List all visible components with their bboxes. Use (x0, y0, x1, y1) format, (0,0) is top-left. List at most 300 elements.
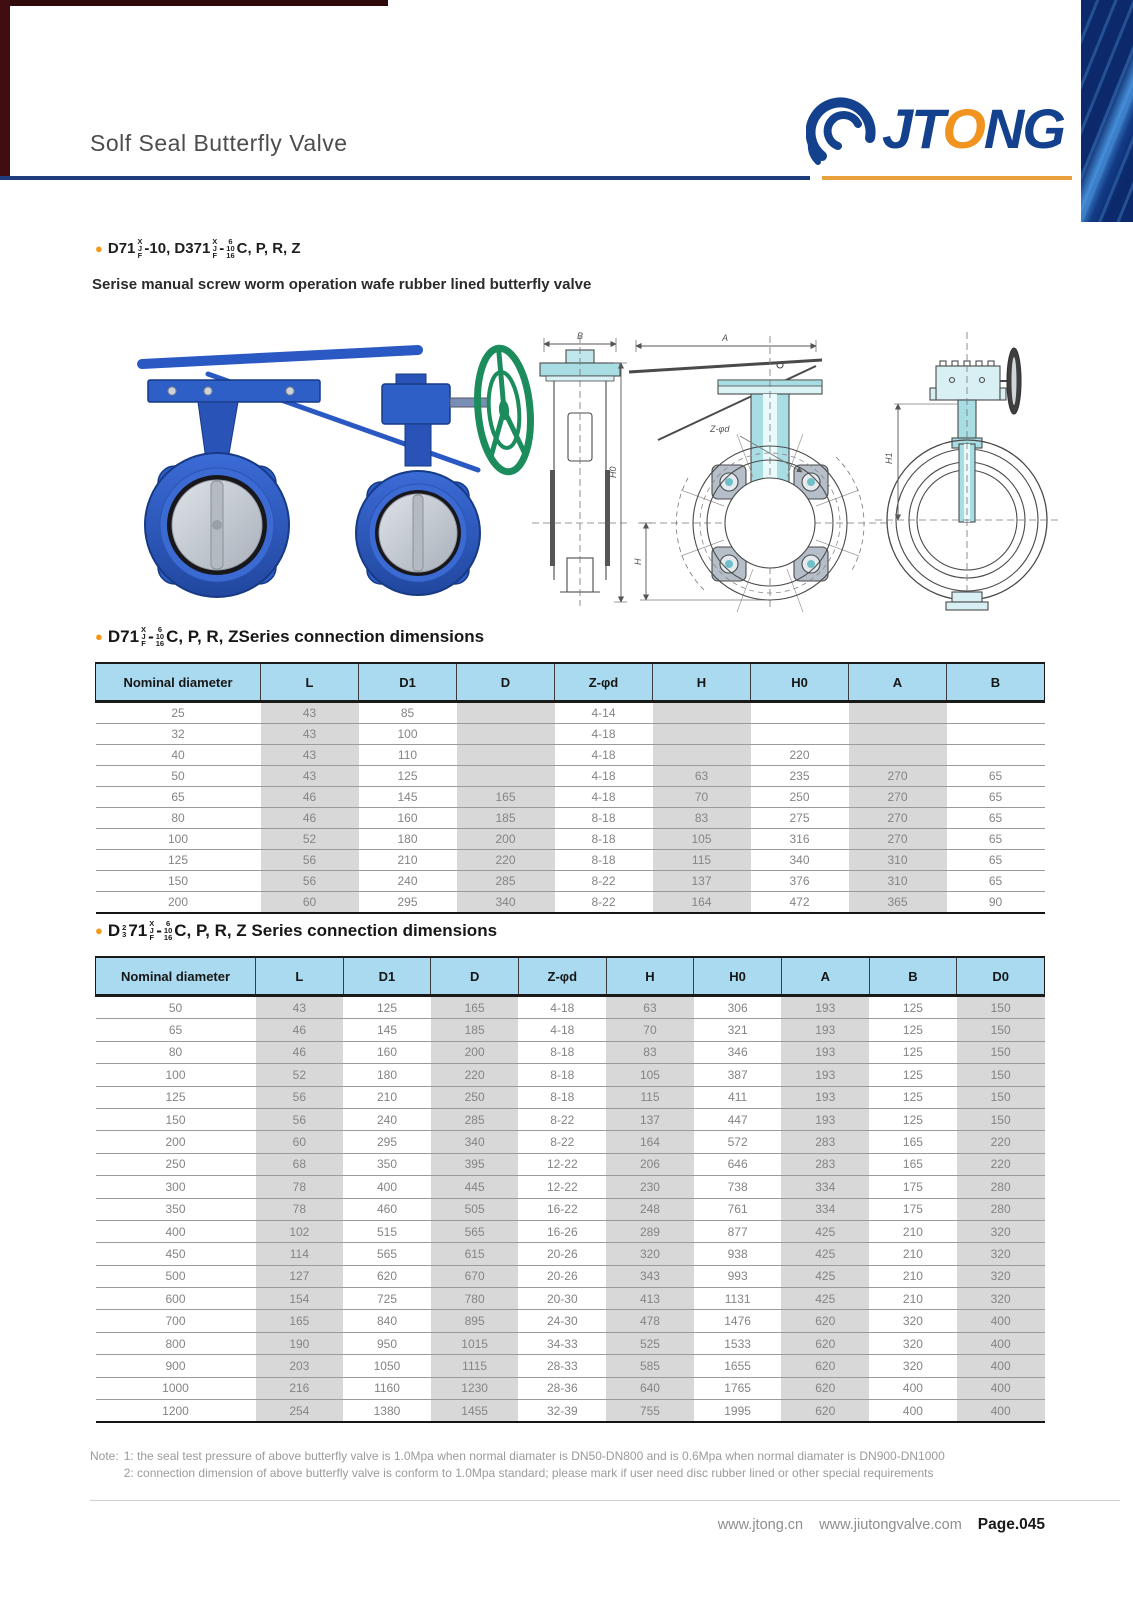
table-cell: 283 (781, 1153, 869, 1175)
table-cell: 400 (957, 1355, 1045, 1377)
table-cell: 150 (957, 1108, 1045, 1130)
table-cell: 125 (869, 1108, 957, 1130)
table-cell: 220 (751, 745, 849, 766)
table-cell: 840 (343, 1310, 431, 1332)
table-cell: 12-22 (518, 1153, 606, 1175)
table-cell: 1455 (431, 1400, 519, 1423)
table-cell: 43 (261, 724, 359, 745)
table-cell: 206 (606, 1153, 694, 1175)
dim-label-h: H (633, 558, 643, 565)
table-cell (751, 702, 849, 724)
table-cell (947, 702, 1045, 724)
table-cell: 340 (751, 850, 849, 871)
table-cell: 230 (606, 1176, 694, 1198)
table-cell: 620 (781, 1332, 869, 1354)
table-cell: 1765 (694, 1377, 782, 1399)
table-cell: 164 (606, 1131, 694, 1153)
table-cell: 877 (694, 1220, 782, 1242)
table-cell: 210 (359, 850, 457, 871)
table-cell: 900 (96, 1355, 256, 1377)
model-part: C, P, R, Z (236, 240, 301, 257)
table-cell: 289 (606, 1220, 694, 1242)
table-cell: 8-22 (555, 871, 653, 892)
table-cell: 1533 (694, 1332, 782, 1354)
drawing-rear-view (875, 332, 1060, 610)
table-cell: 200 (457, 829, 555, 850)
table-cell: 127 (256, 1265, 344, 1287)
col-header: H0 (751, 663, 849, 702)
table-cell: 310 (849, 871, 947, 892)
table-cell: 50 (96, 766, 261, 787)
table-cell (849, 724, 947, 745)
table-cell: 193 (781, 1019, 869, 1041)
table-cell (457, 702, 555, 724)
table-cell: 478 (606, 1310, 694, 1332)
table-cell: 165 (869, 1131, 957, 1153)
table-cell: 240 (359, 871, 457, 892)
table-row (96, 1153, 1045, 1175)
title-part: - (148, 626, 154, 646)
table-cell: 8-18 (555, 850, 653, 871)
table-cell: 285 (457, 871, 555, 892)
table-cell: 150 (957, 1041, 1045, 1063)
title-stack: 6 10 16 (155, 625, 165, 648)
table-row (96, 745, 1045, 766)
table-cell: 400 (957, 1377, 1045, 1399)
table-cell: 160 (343, 1041, 431, 1063)
table-cell: 500 (96, 1265, 256, 1287)
table-cell: 4-14 (555, 702, 653, 724)
table-cell: 240 (343, 1108, 431, 1130)
table-cell: 1380 (343, 1400, 431, 1423)
table-cell: 4-18 (555, 745, 653, 766)
bullet-icon: ● (95, 923, 103, 938)
table-row (96, 1108, 1045, 1130)
table-row (96, 1243, 1045, 1265)
table-cell: 150 (957, 1064, 1045, 1086)
bullet-icon: ● (95, 241, 103, 256)
table-cell: 40 (96, 745, 261, 766)
table-cell: 413 (606, 1288, 694, 1310)
table-row (96, 1086, 1045, 1108)
table2-title (95, 920, 497, 941)
table-cell: 572 (694, 1131, 782, 1153)
table-cell: 220 (431, 1064, 519, 1086)
table-cell: 1050 (343, 1355, 431, 1377)
col-header: B (869, 957, 957, 996)
table-cell (849, 702, 947, 724)
table-cell: 25 (96, 702, 261, 724)
table-cell: 78 (256, 1176, 344, 1198)
table-cell: 285 (431, 1108, 519, 1130)
table-cell: 220 (957, 1153, 1045, 1175)
table-cell: 620 (781, 1310, 869, 1332)
table-cell: 938 (694, 1243, 782, 1265)
table-cell: 203 (256, 1355, 344, 1377)
table-row (96, 850, 1045, 871)
table-cell: 150 (957, 1086, 1045, 1108)
table-cell: 32 (96, 724, 261, 745)
table-cell: 295 (359, 892, 457, 914)
brand-wordmark (882, 85, 1064, 173)
table-cell: 34-33 (518, 1332, 606, 1354)
table-cell: 200 (96, 1131, 256, 1153)
table-row (96, 1019, 1045, 1041)
green-handwheel (473, 346, 536, 474)
title-stack: X J F (149, 919, 155, 942)
brand-ng: NG (983, 97, 1064, 160)
table-cell: 46 (256, 1041, 344, 1063)
table-cell: 115 (653, 850, 751, 871)
table-cell: 68 (256, 1153, 344, 1175)
table-cell (653, 702, 751, 724)
footer (0, 1516, 1045, 1534)
table-cell: 28-36 (518, 1377, 606, 1399)
table-row (96, 808, 1045, 829)
table-cell (457, 766, 555, 787)
table-cell: 640 (606, 1377, 694, 1399)
table-cell: 250 (751, 787, 849, 808)
table-cell: 235 (751, 766, 849, 787)
col-header: B (947, 663, 1045, 702)
corner-decoration-band (1081, 0, 1133, 222)
product-figures (80, 318, 1060, 616)
col-header: H (606, 957, 694, 996)
title-stack: X J F (141, 625, 147, 648)
table-cell: 43 (256, 996, 344, 1019)
table-row (96, 1355, 1045, 1377)
table-cell: 32-39 (518, 1400, 606, 1423)
table-cell: 100 (96, 1064, 256, 1086)
table-cell: 343 (606, 1265, 694, 1287)
table-cell: 175 (869, 1176, 957, 1198)
table-cell: 137 (606, 1108, 694, 1130)
table-cell: 400 (957, 1310, 1045, 1332)
table-cell: 320 (606, 1243, 694, 1265)
table-cell: 755 (606, 1400, 694, 1423)
table-cell: 8-18 (518, 1086, 606, 1108)
table-cell: 993 (694, 1265, 782, 1287)
table-cell: 210 (869, 1288, 957, 1310)
table-cell: 340 (457, 892, 555, 914)
table-cell: 950 (343, 1332, 431, 1354)
table-cell: 425 (781, 1288, 869, 1310)
table-cell: 125 (96, 1086, 256, 1108)
table-cell: 270 (849, 829, 947, 850)
table-cell: 565 (431, 1220, 519, 1242)
table-cell: 50 (96, 996, 256, 1019)
title-stack: 2 3 (122, 922, 127, 939)
table-cell: 1995 (694, 1400, 782, 1423)
table-cell: 270 (849, 766, 947, 787)
dim-label-b: B (577, 331, 584, 341)
table-cell: 43 (261, 702, 359, 724)
table-cell: 1200 (96, 1400, 256, 1423)
table-cell: 346 (694, 1041, 782, 1063)
table-row (96, 892, 1045, 914)
table-cell: 270 (849, 808, 947, 829)
dim-label-z-phi-d: Z-φd (710, 424, 730, 434)
table-cell: 210 (343, 1086, 431, 1108)
table-cell: 411 (694, 1086, 782, 1108)
drawing-front-view (629, 333, 892, 612)
table-cell: 340 (431, 1131, 519, 1153)
table-cell: 620 (781, 1377, 869, 1399)
table-cell: 63 (606, 996, 694, 1019)
table-row (96, 996, 1045, 1019)
table-cell: 52 (261, 829, 359, 850)
col-header: D (457, 663, 555, 702)
table-cell: 376 (751, 871, 849, 892)
table-cell: 165 (457, 787, 555, 808)
table-cell: 505 (431, 1198, 519, 1220)
table-cell: 160 (359, 808, 457, 829)
table-cell: 800 (96, 1332, 256, 1354)
table-cell: 105 (606, 1064, 694, 1086)
table-row (96, 724, 1045, 745)
table-cell (947, 745, 1045, 766)
table-row (96, 1176, 1045, 1198)
table-row (96, 766, 1045, 787)
table-cell: 125 (869, 996, 957, 1019)
table-header-row (96, 663, 1045, 702)
title-part: D (107, 920, 121, 940)
table-cell: 20-26 (518, 1243, 606, 1265)
table-cell: 400 (869, 1377, 957, 1399)
table-cell: 1131 (694, 1288, 782, 1310)
table-cell: 16-22 (518, 1198, 606, 1220)
table-cell: 210 (869, 1220, 957, 1242)
table-cell: 216 (256, 1377, 344, 1399)
table-cell: 400 (869, 1400, 957, 1423)
table-row (96, 1064, 1045, 1086)
table1-title (95, 626, 484, 647)
table-cell: 63 (653, 766, 751, 787)
table-cell (751, 724, 849, 745)
table-cell: 472 (751, 892, 849, 914)
table-row (96, 787, 1045, 808)
table-cell: 350 (96, 1198, 256, 1220)
table-cell: 200 (431, 1041, 519, 1063)
col-header: L (256, 957, 344, 996)
col-header: D (431, 957, 519, 996)
table-cell: 270 (849, 787, 947, 808)
col-header: D1 (343, 957, 431, 996)
table-cell: 334 (781, 1198, 869, 1220)
table-cell: 620 (343, 1265, 431, 1287)
table-cell: 125 (359, 766, 457, 787)
model-part: D71 (107, 240, 136, 257)
table-cell: 165 (256, 1310, 344, 1332)
page-number: Page.045 (977, 1516, 1045, 1533)
table-cell: 20-26 (518, 1265, 606, 1287)
title-part: - (156, 920, 162, 940)
table-cell: 306 (694, 996, 782, 1019)
table-cell: 321 (694, 1019, 782, 1041)
table-cell: 1115 (431, 1355, 519, 1377)
table-cell: 185 (457, 808, 555, 829)
table-cell: 425 (781, 1220, 869, 1242)
table-cell: 80 (96, 808, 261, 829)
table-row (96, 1265, 1045, 1287)
col-header: D1 (359, 663, 457, 702)
table-cell: 1655 (694, 1355, 782, 1377)
brand-jt: JT (882, 97, 943, 160)
table-cell: 20-30 (518, 1288, 606, 1310)
table-cell: 738 (694, 1176, 782, 1198)
table-cell: 154 (256, 1288, 344, 1310)
table-cell: 43 (261, 766, 359, 787)
table-row (96, 829, 1045, 850)
table-cell: 280 (957, 1176, 1045, 1198)
table-cell: 16-26 (518, 1220, 606, 1242)
table-cell: 320 (957, 1265, 1045, 1287)
table-cell (849, 745, 947, 766)
model-stack: X J F (137, 237, 143, 260)
table-row (96, 1377, 1045, 1399)
table-cell: 150 (957, 1019, 1045, 1041)
table-cell: 320 (957, 1243, 1045, 1265)
title-part: C, P, R, Z Series connection dimensions (174, 920, 498, 940)
model-stack: 6 10 16 (226, 237, 235, 260)
header-rule-orange (822, 176, 1072, 180)
table-cell: 250 (96, 1153, 256, 1175)
table-cell: 565 (343, 1243, 431, 1265)
table-cell: 8-18 (555, 829, 653, 850)
table-cell: 56 (261, 850, 359, 871)
brand-logo (806, 84, 1064, 174)
table-cell: 8-22 (518, 1108, 606, 1130)
table-cell: 56 (261, 871, 359, 892)
table-cell: 220 (457, 850, 555, 871)
table-cell: 65 (947, 871, 1045, 892)
table-header-row (96, 957, 1045, 996)
table-cell: 60 (256, 1131, 344, 1153)
table-cell: 28-33 (518, 1355, 606, 1377)
title-stack: 6 10 16 (163, 919, 173, 942)
table-cell: 334 (781, 1176, 869, 1198)
table-cell: 395 (431, 1153, 519, 1175)
table-cell: 320 (957, 1220, 1045, 1242)
table-cell: 180 (359, 829, 457, 850)
table-cell: 105 (653, 829, 751, 850)
brand-o: O (942, 97, 984, 160)
title-part: 71 (128, 920, 148, 940)
note-label: Note: (90, 1449, 119, 1463)
table-cell: 365 (849, 892, 947, 914)
col-header: A (849, 663, 947, 702)
table-cell: 80 (96, 1041, 256, 1063)
footer-url-jiutongvalve: www.jiutongvalve.com (819, 1517, 962, 1533)
table-cell: 4-18 (518, 1019, 606, 1041)
notes (90, 1448, 945, 1482)
table-cell: 620 (781, 1355, 869, 1377)
table-cell: 320 (869, 1310, 957, 1332)
table-cell: 115 (606, 1086, 694, 1108)
table-cell: 4-18 (555, 787, 653, 808)
dim-label-h0: H0 (608, 466, 618, 478)
table-cell: 1230 (431, 1377, 519, 1399)
bullet-icon: ● (95, 629, 103, 644)
table-cell: 248 (606, 1198, 694, 1220)
col-header: H (653, 663, 751, 702)
scan-edge-left (0, 0, 10, 178)
table-cell: 295 (343, 1131, 431, 1153)
col-header: A (781, 957, 869, 996)
col-header: L (261, 663, 359, 702)
col-header: Z-φd (555, 663, 653, 702)
table-cell: 4-18 (555, 766, 653, 787)
col-header: Z-φd (518, 957, 606, 996)
table2-connection-dimensions (95, 956, 1045, 1423)
table-cell: 400 (957, 1400, 1045, 1423)
table-cell: 175 (869, 1198, 957, 1220)
table-cell: 8-22 (555, 892, 653, 914)
table-row (96, 1332, 1045, 1354)
table-cell: 125 (869, 1086, 957, 1108)
table-cell: 387 (694, 1064, 782, 1086)
title-part: C, P, R, ZSeries connection dimensions (166, 626, 485, 646)
table-cell: 145 (343, 1019, 431, 1041)
table-cell: 700 (96, 1310, 256, 1332)
table-cell: 275 (751, 808, 849, 829)
table-cell: 210 (869, 1243, 957, 1265)
table-cell: 450 (96, 1243, 256, 1265)
table-cell: 646 (694, 1153, 782, 1175)
table-cell: 114 (256, 1243, 344, 1265)
product-model-heading (95, 238, 301, 259)
table-cell: 83 (606, 1041, 694, 1063)
table-cell: 316 (751, 829, 849, 850)
table-cell: 210 (869, 1265, 957, 1287)
table-cell: 525 (606, 1332, 694, 1354)
table-cell: 46 (261, 808, 359, 829)
table-cell: 193 (781, 996, 869, 1019)
photo-gear-valve (356, 346, 535, 595)
table-cell: 90 (947, 892, 1045, 914)
table-cell: 193 (781, 1041, 869, 1063)
table-cell: 725 (343, 1288, 431, 1310)
scan-edge-top (0, 0, 388, 6)
table-cell (947, 724, 1045, 745)
table-cell: 250 (431, 1086, 519, 1108)
table-cell: 8-22 (518, 1131, 606, 1153)
model-part: -10, D371 (144, 240, 211, 257)
table-cell: 137 (653, 871, 751, 892)
footer-separator (90, 1500, 1120, 1501)
table-cell: 65 (947, 787, 1045, 808)
table-cell: 70 (606, 1019, 694, 1041)
table-cell: 300 (96, 1176, 256, 1198)
table-cell: 110 (359, 745, 457, 766)
table-row (96, 1198, 1045, 1220)
table-cell: 65 (947, 766, 1045, 787)
header-rule-navy (0, 176, 810, 180)
table-cell: 100 (359, 724, 457, 745)
table-cell: 620 (781, 1400, 869, 1423)
table-cell: 310 (849, 850, 947, 871)
table-cell: 165 (869, 1153, 957, 1175)
table-cell: 125 (869, 1064, 957, 1086)
table-cell: 60 (261, 892, 359, 914)
dim-label-a: A (722, 333, 729, 343)
table-row (96, 1131, 1045, 1153)
jtong-logo-icon (806, 84, 882, 174)
table-cell: 320 (957, 1288, 1045, 1310)
table-cell: 65 (947, 829, 1045, 850)
table-cell: 190 (256, 1332, 344, 1354)
product-subtitle: Serise manual screw worm operation wafe rubber lined butterfly valve (92, 276, 592, 293)
